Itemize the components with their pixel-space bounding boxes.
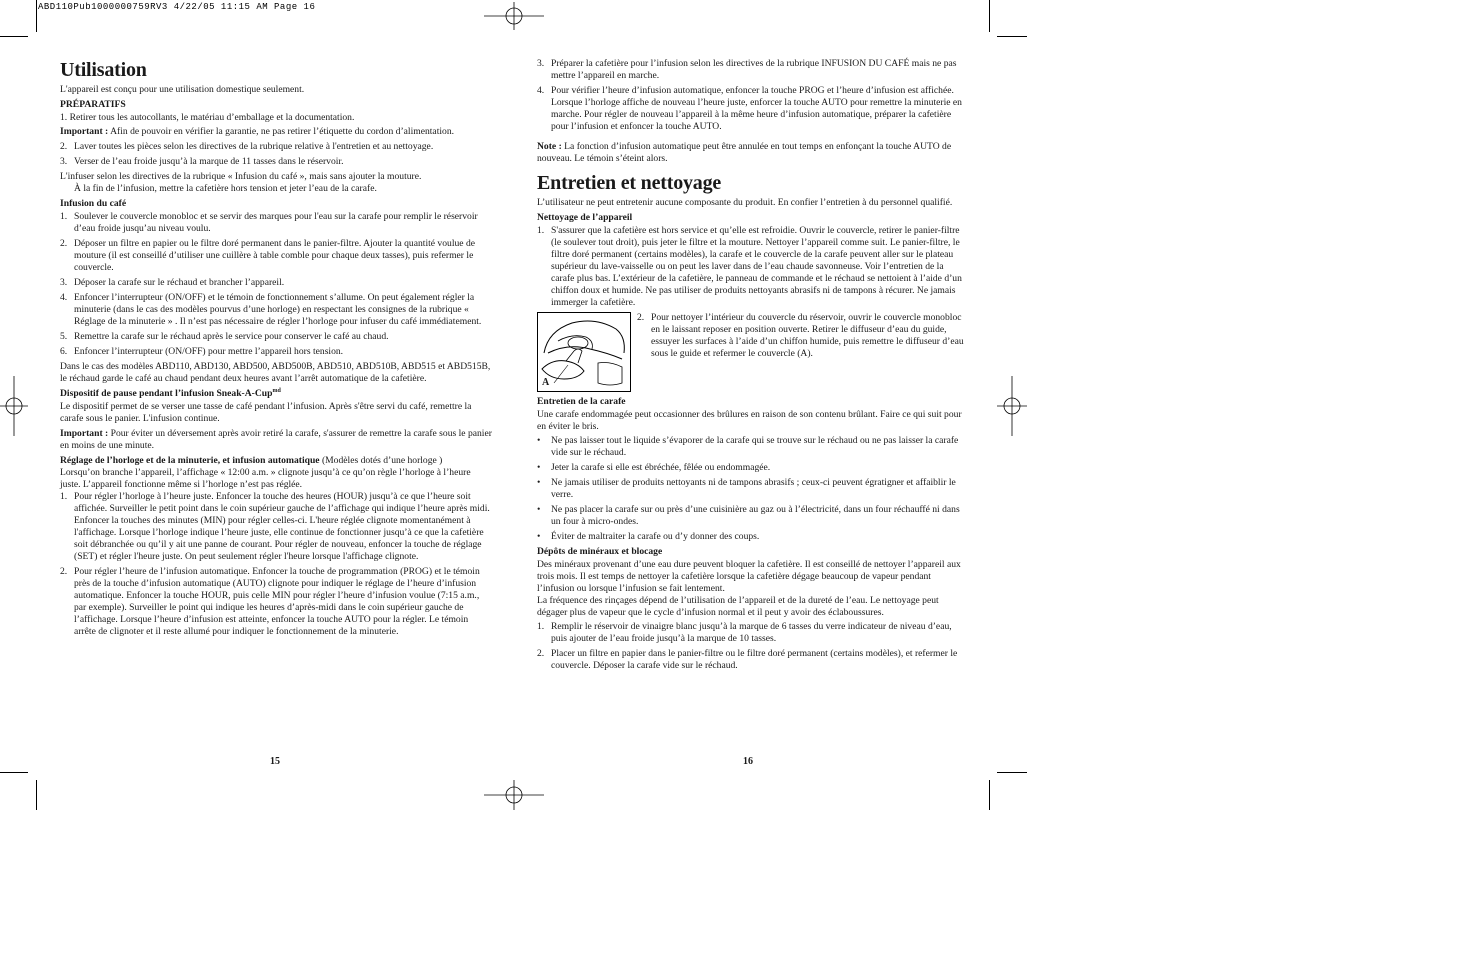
list-item bbox=[60, 292, 492, 328]
cleaning-step-2-with-figure bbox=[537, 312, 969, 392]
bullet-text: Ne pas placer la carafe sur ou près d’une cuisinière au gaz ou à l’électricité, dans un four réchauffé ni dans un four à micro-ondes. bbox=[551, 504, 960, 527]
models-note: Dans le cas des modèles ABD110, ABD130, ABD500, ABD500B, ABD510, ABD510B, ABD515 et ABD515B, le réchaud garde le café au chaud pendant deux heures avant l’arrêt automatique de la cafetière. bbox=[60, 361, 491, 384]
list-item bbox=[537, 435, 969, 459]
crop-mark bbox=[989, 0, 990, 32]
heading-text: Réglage de l’horloge et de la minuterie, et infusion automatique bbox=[60, 455, 320, 466]
list-item bbox=[537, 531, 969, 543]
section-title-utilisation: Utilisation bbox=[60, 59, 147, 81]
step-text: Remplir le réservoir de vinaigre blanc jusqu’à la marque de 6 tasses du verre indicateur de niveau d’eau, puis ajouter de l’eau froide jusqu’à la marque de 10 tasses. bbox=[551, 621, 952, 644]
crop-mark bbox=[0, 36, 28, 37]
step-number: 3. bbox=[60, 156, 68, 167]
brew-steps-list bbox=[60, 211, 492, 358]
cleaning-step-1 bbox=[537, 225, 969, 309]
lid-illustration bbox=[537, 312, 631, 392]
step-text: Soulever le couvercle monobloc et se servir des marques pour l'eau sur la carafe pour remplir le réservoir d’eau froide jusqu’au niveau voulu. bbox=[74, 211, 478, 234]
registration-mark-top bbox=[484, 2, 544, 30]
registration-mark-bottom bbox=[484, 780, 544, 810]
section-title-entretien: Entretien et nettoyage bbox=[537, 172, 722, 194]
prep-heading: PRÉPARATIFS bbox=[60, 99, 126, 110]
bullet-text: Jeter la carafe si elle est ébréchée, fêlée ou endommagée. bbox=[551, 462, 771, 473]
prep-step-1: 1. Retirer tous les autocollants, le matériau d’emballage et la documentation. bbox=[60, 112, 355, 123]
step-text: Pour régler l’horloge à l’heure juste. Enfoncer la touche des heures (HOUR) jusqu’à ce que l’heure soit affichée. Surveiller le petit point dans le coin supérieur gauche de l’affichage qui indique l’heure après midi. Enfoncer la touches des minutes (MIN) pour régler celles-ci. L'heure réglée clignote momentanément à l'affichage. Lorsque l’horloge indique l’heure juste, elle continue de fonctionner jusqu’à ce que la cafetière soit débranchée ou qu’il y ait une panne de courant. Pour régler de nouveau, enfoncer la touche de réglage (SET) et régler l'heure juste. On peut seulement régler l'heure lorsque l'affichage clignote. bbox=[74, 491, 490, 562]
registration-mark-right bbox=[997, 376, 1027, 436]
step-number: 2. bbox=[637, 312, 645, 323]
note-text: La fonction d’infusion automatique peut être annulée en tout temps en enfonçant la touche AUTO de nouveau. Le témoin s’éteint alors. bbox=[537, 141, 952, 164]
carafe-bullet-list bbox=[537, 435, 969, 543]
prep-important bbox=[60, 126, 492, 138]
intro-text: L'appareil est conçu pour une utilisation domestique seulement. bbox=[60, 84, 305, 95]
bullet: • bbox=[537, 462, 541, 473]
step-text: Préparer la cafetière pour l’infusion selon les directives de la rubrique INFUSION DU CAFÉ mais ne pas mettre l’appareil en marche. bbox=[551, 58, 957, 81]
step-text: Remettre la carafe sur le réchaud après le service pour conserver le café au chaud. bbox=[74, 331, 389, 342]
list-item bbox=[537, 648, 969, 672]
step-text: Pour vérifier l’heure d’infusion automatique, enfoncer la touche PROG et l’heure d’infusion est affichée. Lorsque l’horloge affiche de nouveau l’heure juste, enforcer la touche AUTO pour remettre la minuterie en marche. Pour régler de nouveau l’appareil à la même heure d’infusion automatique, préparer la cafetière pour l’infusion et enfoncer la touche AUTO. bbox=[551, 85, 962, 132]
list-item bbox=[60, 566, 492, 638]
step-number: 1. bbox=[60, 491, 68, 502]
heading-note: (Modèles dotés d’une horloge ) bbox=[319, 455, 443, 466]
auto-brew-note bbox=[537, 141, 969, 165]
page-number-right: 16 bbox=[743, 756, 753, 767]
step-text: Enfoncer l’interrupteur (ON/OFF) pour mettre l’appareil hors tension. bbox=[74, 346, 344, 357]
bullet: • bbox=[537, 531, 541, 542]
maintenance-intro: L’utilisateur ne peut entretenir aucune composante du produit. En confier l’entretien à du personnel qualifié. bbox=[537, 197, 953, 208]
list-item bbox=[60, 491, 492, 563]
brew-heading: Infusion du café bbox=[60, 198, 127, 209]
step-text: Verser de l’eau froide jusqu’à la marque de 11 tasses dans le réservoir. bbox=[74, 156, 344, 167]
step-number: 3. bbox=[60, 277, 68, 288]
bullet: • bbox=[537, 435, 541, 446]
step-number: 1. bbox=[537, 621, 545, 632]
list-item bbox=[537, 477, 969, 501]
note-label: Note : bbox=[537, 141, 562, 152]
important-text: Pour éviter un déversement après avoir retiré la carafe, s'assurer de remettre la carafe sous le panier en moins de une minute. bbox=[60, 428, 492, 451]
step-text: Enfoncer l’interrupteur (ON/OFF) et le témoin de fonctionnement s’allume. On peut également régler la minuterie (dans le cas des modèles pourvus d’une horloge) en respectant les consignes de la rubrique « Réglage de la minuterie » . Il n’est pas nécessaire de régler l’horloge pour infuser du café immédiatement. bbox=[74, 292, 482, 327]
crop-mark bbox=[997, 772, 1027, 773]
list-item bbox=[537, 85, 969, 133]
cleaning-step-2 bbox=[637, 312, 969, 389]
step-number: 2. bbox=[60, 238, 68, 249]
step-text: Laver toutes les pièces selon les directives de la rubrique relative à l'entretien et au nettoyage. bbox=[74, 141, 434, 152]
infuser-line-2: À la fin de l’infusion, mettre la cafetière hors tension et jeter l’eau de la carafe. bbox=[74, 183, 377, 194]
print-slug: ABD110Pub1000000759RV3 4/22/05 11:15 AM Page 16 bbox=[38, 2, 316, 12]
step-number: 4. bbox=[60, 292, 68, 303]
important-text: Afin de pouvoir en vérifier la garantie, ne pas retirer l’étiquette du cordon d’alimentation. bbox=[108, 126, 455, 137]
mineral-paragraph-1: Des minéraux provenant d’une eau dure peuvent bloquer la cafetière. Il est conseillé de nettoyer l’appareil aux trois mois. Il est temps de nettoyer la cafetière lorsque la cafetière dégage beaucoup de vapeur pendant l’infusion ou lorsque l’infusion se fait lentement. bbox=[537, 559, 961, 594]
sneak-a-cup-heading bbox=[60, 388, 492, 400]
list-item bbox=[537, 58, 969, 82]
bullet: • bbox=[537, 504, 541, 515]
right-page-column bbox=[537, 58, 969, 675]
crop-mark bbox=[989, 780, 990, 810]
clock-heading bbox=[60, 455, 492, 467]
step-number: 4. bbox=[537, 85, 545, 96]
prep-infuser-text bbox=[60, 171, 492, 195]
important-label: Important : bbox=[60, 428, 109, 439]
left-page-column bbox=[60, 58, 492, 641]
list-item bbox=[537, 621, 969, 645]
prep-step-3 bbox=[60, 156, 492, 168]
step-number: 1. bbox=[60, 211, 68, 222]
list-item bbox=[537, 462, 969, 474]
step-text: S'assurer que la cafetière est hors service et qu’elle est refroidie. Ouvrir le couvercle, retirer le panier-filtre (le soulever tout droit), puis jeter le filtre et la mouture. Nettoyer l’appareil comme suit. Le panier-filtre, le filtre doré permanent (certains modèles), la carafe et le couvercle de la carafe peuvent aller sur le plateau supérieur du lave-vaisselle ou on peut les laver dans de l’eau chaude savonneuse. Voir l’entretien de la carafe plus bas. L’extérieur de la cafetière, le panneau de commande et le réchaud se nettoient à l’aide d’un chiffon doux et humide. Ne pas utiliser de produits nettoyants abrasifs ni de tampons à récurer. Ne jamais immerger la cafetière. bbox=[551, 225, 962, 308]
mineral-paragraph-2: La fréquence des rinçages dépend de l’utilisation de l’appareil et de la dureté de l’eau. Le nettoyage peut dégager plus de vapeur que le cycle d’infusion normal et il peut y avoir des éclaboussures. bbox=[537, 595, 939, 618]
step-number: 2. bbox=[60, 141, 68, 152]
clock-intro: Lorsqu’on branche l’appareil, l’affichage « 12:00 a.m. » clignote jusqu’à ce qu’on règle l’horloge à l’heure juste. L’appareil fonctionne même si l’horloge n’est pas réglée. bbox=[60, 467, 471, 490]
list-item bbox=[60, 331, 492, 343]
step-number: 2. bbox=[537, 648, 545, 659]
carafe-intro: Une carafe endommagée peut occasionner des brûlures en raison de son contenu brûlant. Faire ce qui suit pour en éviter le bris. bbox=[537, 409, 962, 432]
crop-mark bbox=[997, 36, 1027, 37]
list-item bbox=[60, 277, 492, 289]
coffeemaker-lid-drawing bbox=[538, 313, 630, 391]
mineral-text bbox=[537, 559, 969, 619]
sneak-important bbox=[60, 428, 492, 452]
step-text: Pour régler l’heure de l’infusion automatique. Enfoncer la touche de programmation (PROG) et le témoin près de la touche d’infusion automatique (AUTO) clignote pour indiquer le réglage de l’heure d’infusion automatique. Enfoncer la touche HOUR, puis celle MIN pour régler l’heure d’infusion voulue (7:15 a.m., par exemple). Surveiller le point qui indique les heures d’après-midi dans le coin supérieur gauche de l’affichage. Lorsque l’heure d’infusion est atteinte, enfoncer la touche AUTO pour la régler. Le témoin arrête de clignoter et il reste allumé pour indiquer le fonctionnement de la minuterie. bbox=[74, 566, 480, 637]
list-item bbox=[60, 211, 492, 235]
heading-text: Dispositif de pause pendant l’infusion Sneak-A-Cup bbox=[60, 388, 273, 399]
step-number: 6. bbox=[60, 346, 68, 357]
important-label: Important : bbox=[60, 126, 109, 137]
bullet-text: Ne jamais utiliser de produits nettoyants ni de tampons abrasifs ; ceux-ci peuvent égratigner et affaiblir le verre. bbox=[551, 477, 956, 500]
step-number: 2. bbox=[60, 566, 68, 577]
registration-mark-left bbox=[0, 376, 28, 436]
figure-label: A bbox=[542, 377, 550, 388]
step-number: 3. bbox=[537, 58, 545, 69]
sneak-a-cup-text: Le dispositif permet de se verser une tasse de café pendant l’infusion. Après s'être servi du café, remettre la carafe sous le panier. L'infusion continue. bbox=[60, 401, 472, 424]
infuser-line-1: L'infuser selon les directives de la rubrique « Infusion du café », mais sans ajouter la mouture. bbox=[60, 171, 422, 182]
bullet: • bbox=[537, 477, 541, 488]
trademark-mark: md bbox=[272, 387, 281, 394]
list-item bbox=[537, 504, 969, 528]
step-text: Placer un filtre en papier dans le panier-filtre ou le filtre doré permanent (certains modèles), et refermer le couvercle. Déposer la carafe vide sur le réchaud. bbox=[551, 648, 958, 671]
prep-step-2 bbox=[60, 141, 492, 153]
crop-mark bbox=[36, 780, 37, 810]
bullet-text: Éviter de maltraiter la carafe ou d’y donner des coups. bbox=[551, 531, 760, 542]
page-number-left: 15 bbox=[270, 756, 280, 767]
bullet-text: Ne pas laisser tout le liquide s’évaporer de la carafe qui se trouve sur le réchaud ou ne pas laisser la carafe vide sur le réchaud. bbox=[551, 435, 959, 458]
step-text: Déposer la carafe sur le réchaud et brancher l’appareil. bbox=[74, 277, 285, 288]
list-item bbox=[60, 346, 492, 358]
crop-mark bbox=[0, 772, 28, 773]
cleaning-heading: Nettoyage de l’appareil bbox=[537, 212, 633, 223]
carafe-care-heading: Entretien de la carafe bbox=[537, 396, 626, 407]
crop-mark bbox=[36, 0, 37, 32]
step-number: 5. bbox=[60, 331, 68, 342]
step-number: 1. bbox=[537, 225, 545, 236]
step-text: Déposer un filtre en papier ou le filtre doré permanent dans le panier-filtre. Ajouter la quantité voulue de mouture (il est conseillé d’utiliser une cuillère à table comble pour chaque deux tasses), puis refermer le couvercle. bbox=[74, 238, 475, 273]
mineral-deposits-heading: Dépôts de minéraux et blocage bbox=[537, 546, 663, 557]
step-text: Pour nettoyer l’intérieur du couvercle du réservoir, ouvrir le couvercle monobloc en le laissant reposer en position ouverte. Retirer le diffuseur d’eau du guide, essuyer les surfaces à l’aide d’un chiffon humide, puis remettre le diffuseur d’eau sous le guide et refermer le couvercle (A). bbox=[651, 312, 964, 359]
list-item bbox=[60, 238, 492, 274]
